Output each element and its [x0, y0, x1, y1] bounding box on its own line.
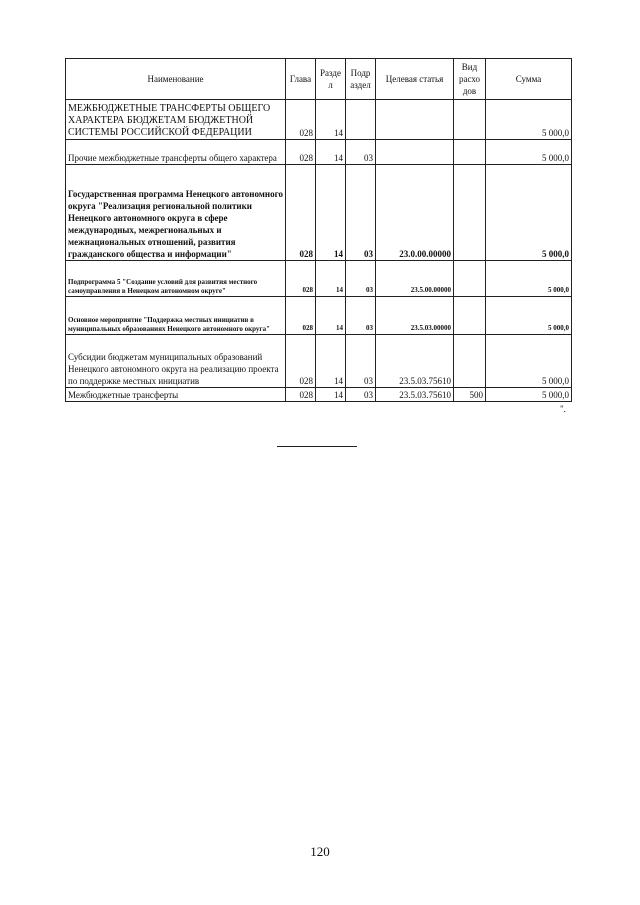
row-target [376, 100, 454, 140]
row-name: МЕЖБЮДЖЕТНЫЕ ТРАНСФЕРТЫ ОБЩЕГО ХАРАКТЕРА БЮДЖЕТАМ БЮДЖЕТНОЙ СИСТЕМЫ РОССИЙСКОЙ ФЕДЕРАЦИИ [66, 100, 286, 140]
row-amount: 5 000,0 [486, 388, 572, 402]
row-chapter: 028 [286, 297, 316, 335]
row-amount: 5 000,0 [486, 335, 572, 388]
row-target: 23.0.00.00000 [376, 165, 454, 261]
row-subsection: 03 [346, 335, 376, 388]
row-target: 23.5.00.00000 [376, 261, 454, 297]
table-row [66, 100, 572, 140]
table-row [66, 261, 572, 297]
header-subsection: Подр аздел [346, 59, 376, 100]
closing-quote: ". [560, 404, 566, 414]
table-row [66, 297, 572, 335]
row-expense-type [454, 335, 486, 388]
row-subsection: 03 [346, 261, 376, 297]
row-name: Подпрограмма 5 "Создание условий для развития местного самоуправления в Ненецком автономном округе" [66, 261, 286, 297]
row-section: 14 [316, 261, 346, 297]
row-section: 14 [316, 140, 346, 165]
row-amount: 5 000,0 [486, 100, 572, 140]
table-header-row [66, 59, 572, 100]
row-expense-type: 500 [454, 388, 486, 402]
row-chapter: 028 [286, 261, 316, 297]
header-name: Наименование [66, 59, 286, 100]
row-name: Прочие межбюджетные трансферты общего характера [66, 140, 286, 165]
row-section: 14 [316, 100, 346, 140]
row-expense-type [454, 165, 486, 261]
row-section: 14 [316, 388, 346, 402]
row-name: Межбюджетные трансферты [66, 388, 286, 402]
row-section: 14 [316, 165, 346, 261]
row-expense-type [454, 140, 486, 165]
separator-line [277, 446, 357, 447]
header-section: Разде л [316, 59, 346, 100]
row-name: Государственная программа Ненецкого автономного округа "Реализация региональной политики Ненецкого автономного округа в сфере международных, межрегиональных и межнациональных отношений, развития гражданского общества и информации" [66, 165, 286, 261]
row-subsection: 03 [346, 165, 376, 261]
row-amount: 5 000,0 [486, 261, 572, 297]
row-chapter: 028 [286, 165, 316, 261]
budget-table [65, 58, 572, 402]
header-expense-type: Вид расхо дов [454, 59, 486, 100]
row-expense-type [454, 100, 486, 140]
row-section: 14 [316, 297, 346, 335]
row-expense-type [454, 297, 486, 335]
row-name: Основное мероприятие "Поддержка местных инициатив в муниципальных образованиях Ненецкого автономного округа" [66, 297, 286, 335]
row-chapter: 028 [286, 140, 316, 165]
page-number: 120 [310, 844, 330, 859]
row-chapter: 028 [286, 100, 316, 140]
row-subsection [346, 100, 376, 140]
row-amount: 5 000,0 [486, 297, 572, 335]
row-expense-type [454, 261, 486, 297]
row-chapter: 028 [286, 388, 316, 402]
row-amount: 5 000,0 [486, 140, 572, 165]
row-subsection: 03 [346, 388, 376, 402]
row-target: 23.5.03.75610 [376, 388, 454, 402]
row-subsection: 03 [346, 140, 376, 165]
row-target: 23.5.03.75610 [376, 335, 454, 388]
row-target: 23.5.03.00000 [376, 297, 454, 335]
table-row [66, 388, 572, 402]
header-chapter: Глава [286, 59, 316, 100]
row-subsection: 03 [346, 297, 376, 335]
table-row [66, 165, 572, 261]
row-amount: 5 000,0 [486, 165, 572, 261]
header-amount: Сумма [486, 59, 572, 100]
row-section: 14 [316, 335, 346, 388]
row-target [376, 140, 454, 165]
header-target: Целевая статья [376, 59, 454, 100]
table-row [66, 140, 572, 165]
row-name: Субсидии бюджетам муниципальных образований Ненецкого автономного округа на реализацию проекта по поддержке местных инициатив [66, 335, 286, 388]
table-row [66, 335, 572, 388]
row-chapter: 028 [286, 335, 316, 388]
